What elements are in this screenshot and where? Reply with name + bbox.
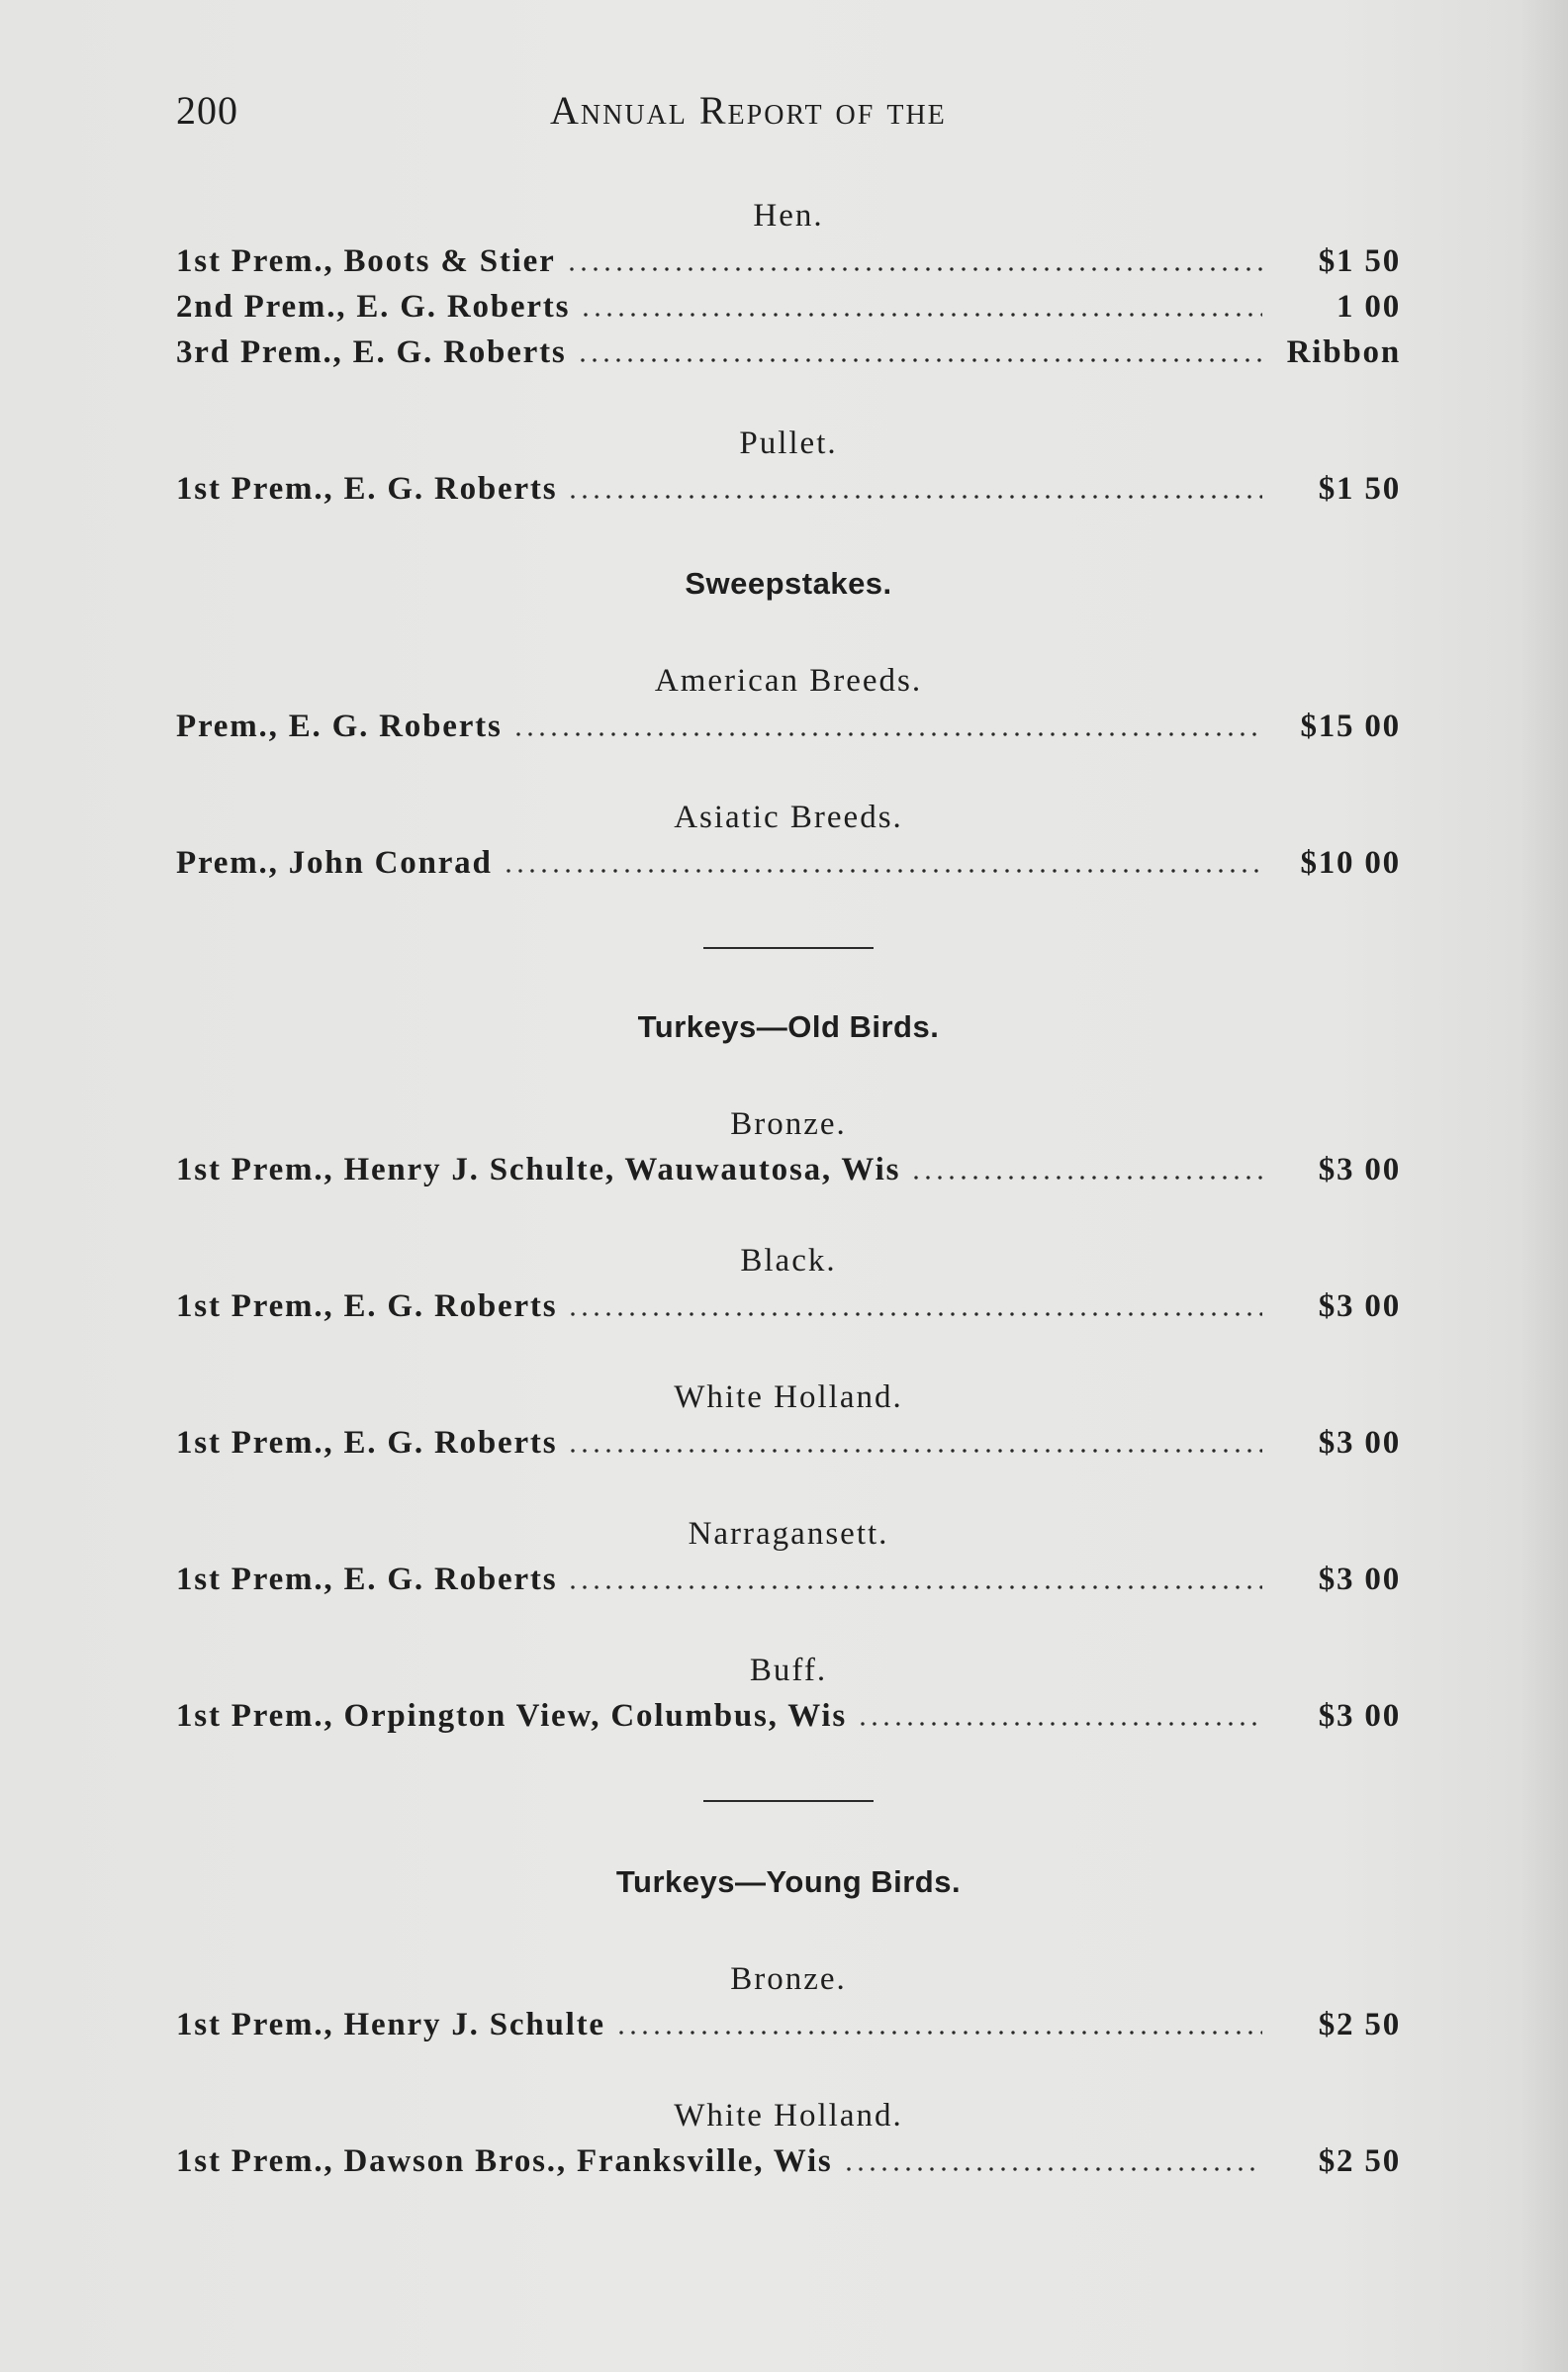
page-number: 200 (176, 88, 238, 133)
entry-row (176, 840, 1401, 886)
dot-leader (567, 494, 1262, 500)
subhead-hen: Hen. (753, 198, 824, 234)
entry-row (176, 2138, 1401, 2184)
entry-name: 2nd Prem., E. G. Roberts (176, 289, 571, 325)
subhead-american-breeds: American Breeds. (654, 663, 923, 699)
spacer (176, 1192, 1401, 1238)
section-title-turkeys-young: Turkeys—Young Birds. (615, 1864, 962, 1899)
spacer (176, 2047, 1401, 2093)
dot-leader (566, 266, 1262, 272)
subhead-black: Black. (740, 1243, 837, 1279)
subhead-white-holland-young: White Holland. (674, 2098, 903, 2134)
entry-row (176, 2002, 1401, 2047)
dot-leader (843, 2166, 1262, 2172)
dot-leader (567, 1311, 1262, 1317)
entry-name: 1st Prem., E. G. Roberts (176, 1425, 558, 1461)
spacer (176, 1802, 1401, 1859)
dot-leader (577, 357, 1262, 363)
subhead-buff: Buff. (749, 1653, 828, 1688)
subhead-pullet: Pullet. (739, 426, 838, 461)
spacer (176, 1329, 1401, 1375)
spacer (176, 607, 1401, 658)
dot-leader (567, 1584, 1262, 1590)
entry-row (176, 1283, 1401, 1329)
entry-row (176, 1557, 1401, 1602)
entry-amount: 1 00 (1337, 289, 1401, 325)
entry-row (176, 238, 1401, 284)
subhead-bronze-young: Bronze. (730, 1961, 847, 1997)
entry-amount: $2 50 (1318, 2007, 1401, 2042)
entry-row (176, 284, 1401, 330)
subhead-white-holland: White Holland. (674, 1379, 903, 1415)
entry-name: 1st Prem., Boots & Stier (176, 243, 556, 279)
section-title-sweepstakes: Sweepstakes. (685, 566, 892, 601)
spacer (176, 1050, 1401, 1101)
dot-leader (615, 2030, 1262, 2036)
spacer (176, 1602, 1401, 1648)
entry-row (176, 1693, 1401, 1739)
entry-amount: $3 00 (1318, 1152, 1401, 1187)
running-head: Annual Report of the (550, 88, 947, 133)
spacer (176, 1905, 1401, 1956)
entry-amount: $2 50 (1318, 2143, 1401, 2179)
spacer (176, 1739, 1401, 1800)
page-header (176, 87, 1403, 146)
entry-amount: $3 00 (1318, 1288, 1401, 1324)
dot-leader (512, 731, 1262, 737)
entry-row (176, 466, 1401, 512)
dot-leader (857, 1721, 1262, 1727)
entry-name: 1st Prem., E. G. Roberts (176, 471, 558, 507)
spacer (176, 1466, 1401, 1511)
subhead-narragansett: Narragansett. (688, 1516, 889, 1552)
spacer (176, 949, 1401, 1004)
entry-name: 1st Prem., Henry J. Schulte (176, 2007, 605, 2042)
spacer (176, 749, 1401, 795)
entry-name: Prem., E. G. Roberts (176, 709, 503, 744)
entry-row (176, 1420, 1401, 1466)
section-title-turkeys-old: Turkeys—Old Birds. (637, 1009, 940, 1044)
entry-amount: Ribbon (1286, 334, 1401, 370)
entry-amount: $1 50 (1318, 471, 1401, 507)
entry-name: 1st Prem., Henry J. Schulte, Wauwautosa, Wis (176, 1152, 901, 1187)
dot-leader (503, 868, 1262, 874)
entry-name: 1st Prem., Dawson Bros., Franksville, Wis (176, 2143, 833, 2179)
entry-name: 1st Prem., E. G. Roberts (176, 1562, 558, 1597)
dot-leader (580, 312, 1262, 318)
entry-amount: $3 00 (1318, 1425, 1401, 1461)
entry-row (176, 1147, 1401, 1192)
entry-amount: $3 00 (1318, 1562, 1401, 1597)
spacer (176, 512, 1401, 561)
dot-leader (567, 1448, 1262, 1454)
subhead-asiatic-breeds: Asiatic Breeds. (674, 800, 903, 835)
spacer (176, 375, 1401, 421)
entry-name: 1st Prem., E. G. Roberts (176, 1288, 558, 1324)
entry-name: Prem., John Conrad (176, 845, 493, 881)
entry-name: 3rd Prem., E. G. Roberts (176, 334, 567, 370)
entry-amount: $10 00 (1300, 845, 1401, 881)
entry-row (176, 330, 1401, 375)
entry-name: 1st Prem., Orpington View, Columbus, Wis (176, 1698, 848, 1734)
premium-list (176, 193, 1401, 2184)
entry-amount: $15 00 (1300, 709, 1401, 744)
spacer (176, 886, 1401, 947)
entry-row (176, 704, 1401, 749)
entry-amount: $3 00 (1318, 1698, 1401, 1734)
dot-leader (910, 1175, 1262, 1181)
entry-amount: $1 50 (1318, 243, 1401, 279)
subhead-bronze: Bronze. (730, 1106, 847, 1142)
page-edge-shadow (1519, 0, 1568, 2372)
